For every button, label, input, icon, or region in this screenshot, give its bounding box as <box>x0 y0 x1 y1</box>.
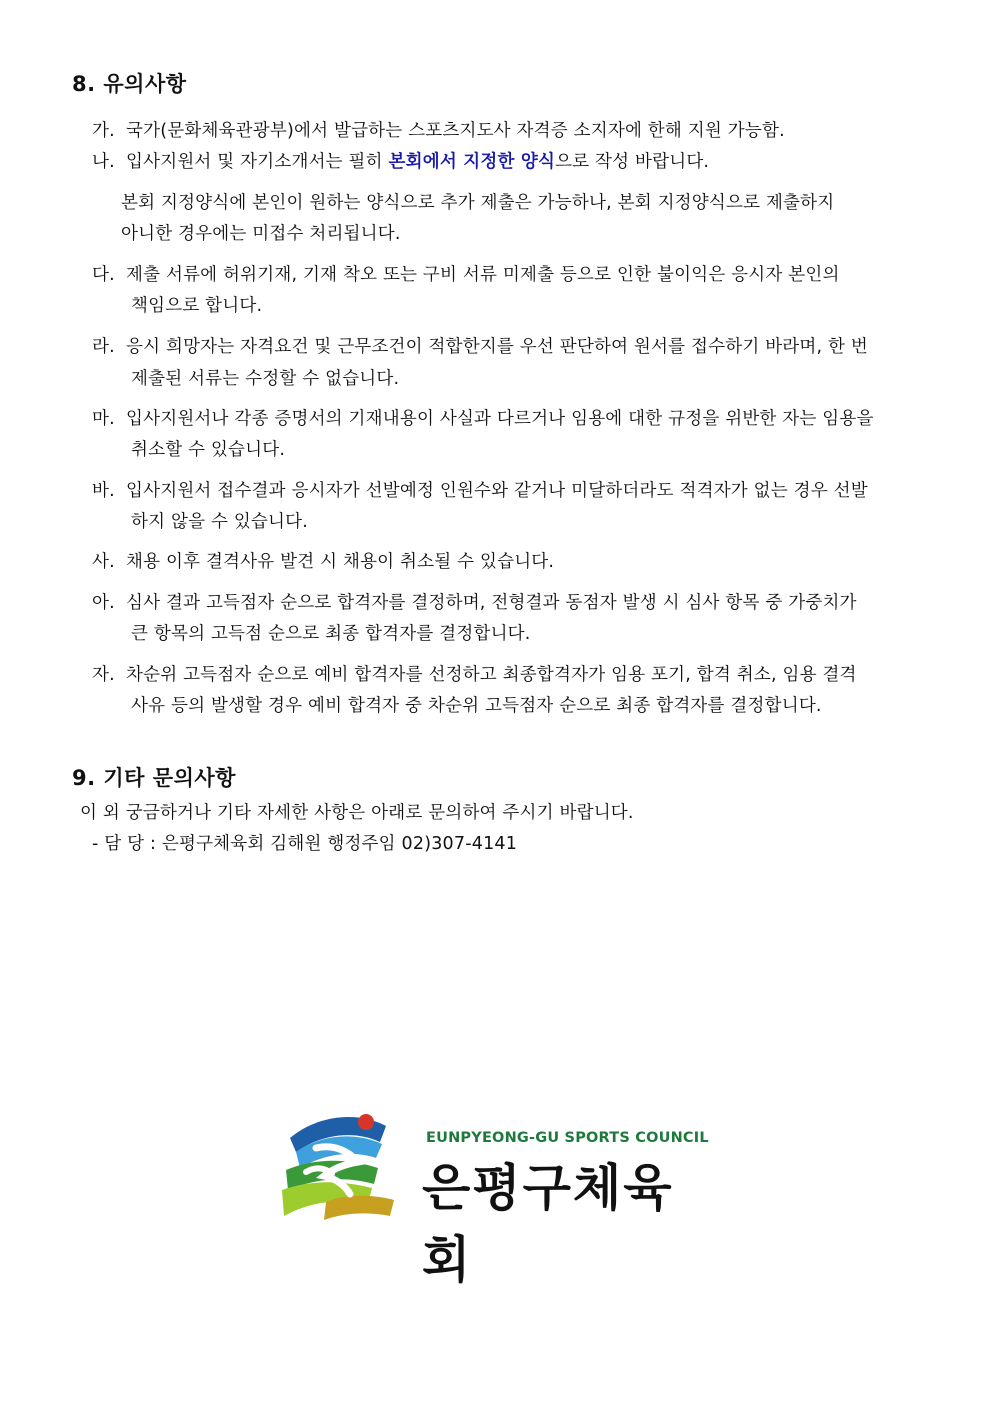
item-ma-cont: 취소할 수 있습니다. <box>131 440 286 460</box>
item-marker: 나. <box>92 152 115 172</box>
contact-info: - 담 당 : 은평구체육회 김해원 행정주임 02)307-4141 <box>92 834 518 854</box>
item-ra <box>92 333 868 358</box>
inquiry-intro: 이 외 궁금하거나 기타 자세한 사항은 아래로 문의하여 주시기 바랍니다. <box>80 803 634 823</box>
highlighted-phrase: 본회에서 지정한 양식 <box>388 152 556 172</box>
item-marker: 바. <box>92 481 115 501</box>
item-marker: 자. <box>92 665 115 685</box>
note-line-2: 아니한 경우에는 미접수 처리됩니다. <box>121 224 401 244</box>
item-text: 입사지원서나 각종 증명서의 기재내용이 사실과 다르거나 임용에 대한 규정을 위반한 자는 임용을 <box>126 409 874 429</box>
item-na <box>92 148 709 173</box>
item-text: 국가(문화체육관광부)에서 발급하는 스포츠지도사 자격증 소지자에 한해 지원 가능함. <box>126 121 785 141</box>
item-marker: 사. <box>92 552 115 572</box>
item-text: 입사지원서 접수결과 응시자가 선발예정 인원수와 같거나 미달하더라도 적격자가 없는 경우 선발 <box>126 481 868 501</box>
item-ga <box>92 117 785 142</box>
item-da <box>92 261 840 286</box>
item-a-cont: 큰 항목의 고득점 순으로 최종 합격자를 결정합니다. <box>131 624 531 644</box>
item-text: 응시 희망자는 자격요건 및 근무조건이 적합한지를 우선 판단하여 원서를 접수하기 바라며, 한 번 <box>126 337 869 357</box>
item-da-cont: 책임으로 합니다. <box>131 296 263 316</box>
item-ba <box>92 477 868 502</box>
item-text: 제출 서류에 허위기재, 기재 착오 또는 구비 서류 미제출 등으로 인한 불이익은 응시자 본인의 <box>126 265 840 285</box>
item-text-after: 으로 작성 바랍니다. <box>555 152 710 172</box>
item-text: 채용 이후 결격사유 발견 시 채용이 취소될 수 있습니다. <box>126 552 555 572</box>
item-marker: 마. <box>92 409 115 429</box>
item-text: 심사 결과 고득점자 순으로 합격자를 결정하며, 전형결과 동점자 발생 시 심사 항목 중 가중치가 <box>126 593 857 613</box>
council-emblem-icon <box>276 1108 416 1220</box>
item-ja-cont: 사유 등의 발생할 경우 예비 합격자 중 차순위 고득점자 순으로 최종 합격자를 결정합니다. <box>131 696 822 716</box>
item-text: 차순위 고득점자 순으로 예비 합격자를 선정하고 최종합격자가 임용 포기, 합격 취소, 임용 결격 <box>126 665 857 685</box>
item-ma <box>92 405 874 430</box>
logo-english-name: EUNPYEONG-GU SPORTS COUNCIL <box>426 1130 709 1146</box>
item-sa <box>92 548 554 573</box>
item-marker: 아. <box>92 593 115 613</box>
item-text-before: 입사지원서 및 자기소개서는 필히 <box>126 152 389 172</box>
item-marker: 가. <box>92 121 115 141</box>
item-marker: 라. <box>92 337 115 357</box>
item-ba-cont: 하지 않을 수 있습니다. <box>131 512 308 532</box>
logo-korean-name: 은평구체육회 <box>422 1159 674 1289</box>
note-line-1: 본회 지정양식에 본인이 원하는 양식으로 추가 제출은 가능하나, 본회 지정양식으로 제출하지 <box>121 193 835 213</box>
item-ja <box>92 661 857 686</box>
item-marker: 다. <box>92 265 115 285</box>
item-a <box>92 589 857 614</box>
section-8-title: 8. 유의사항 <box>72 72 187 96</box>
item-ra-cont: 제출된 서류는 수정할 수 없습니다. <box>131 369 400 389</box>
section-9-title: 9. 기타 문의사항 <box>72 766 236 790</box>
council-logo <box>276 1108 716 1289</box>
